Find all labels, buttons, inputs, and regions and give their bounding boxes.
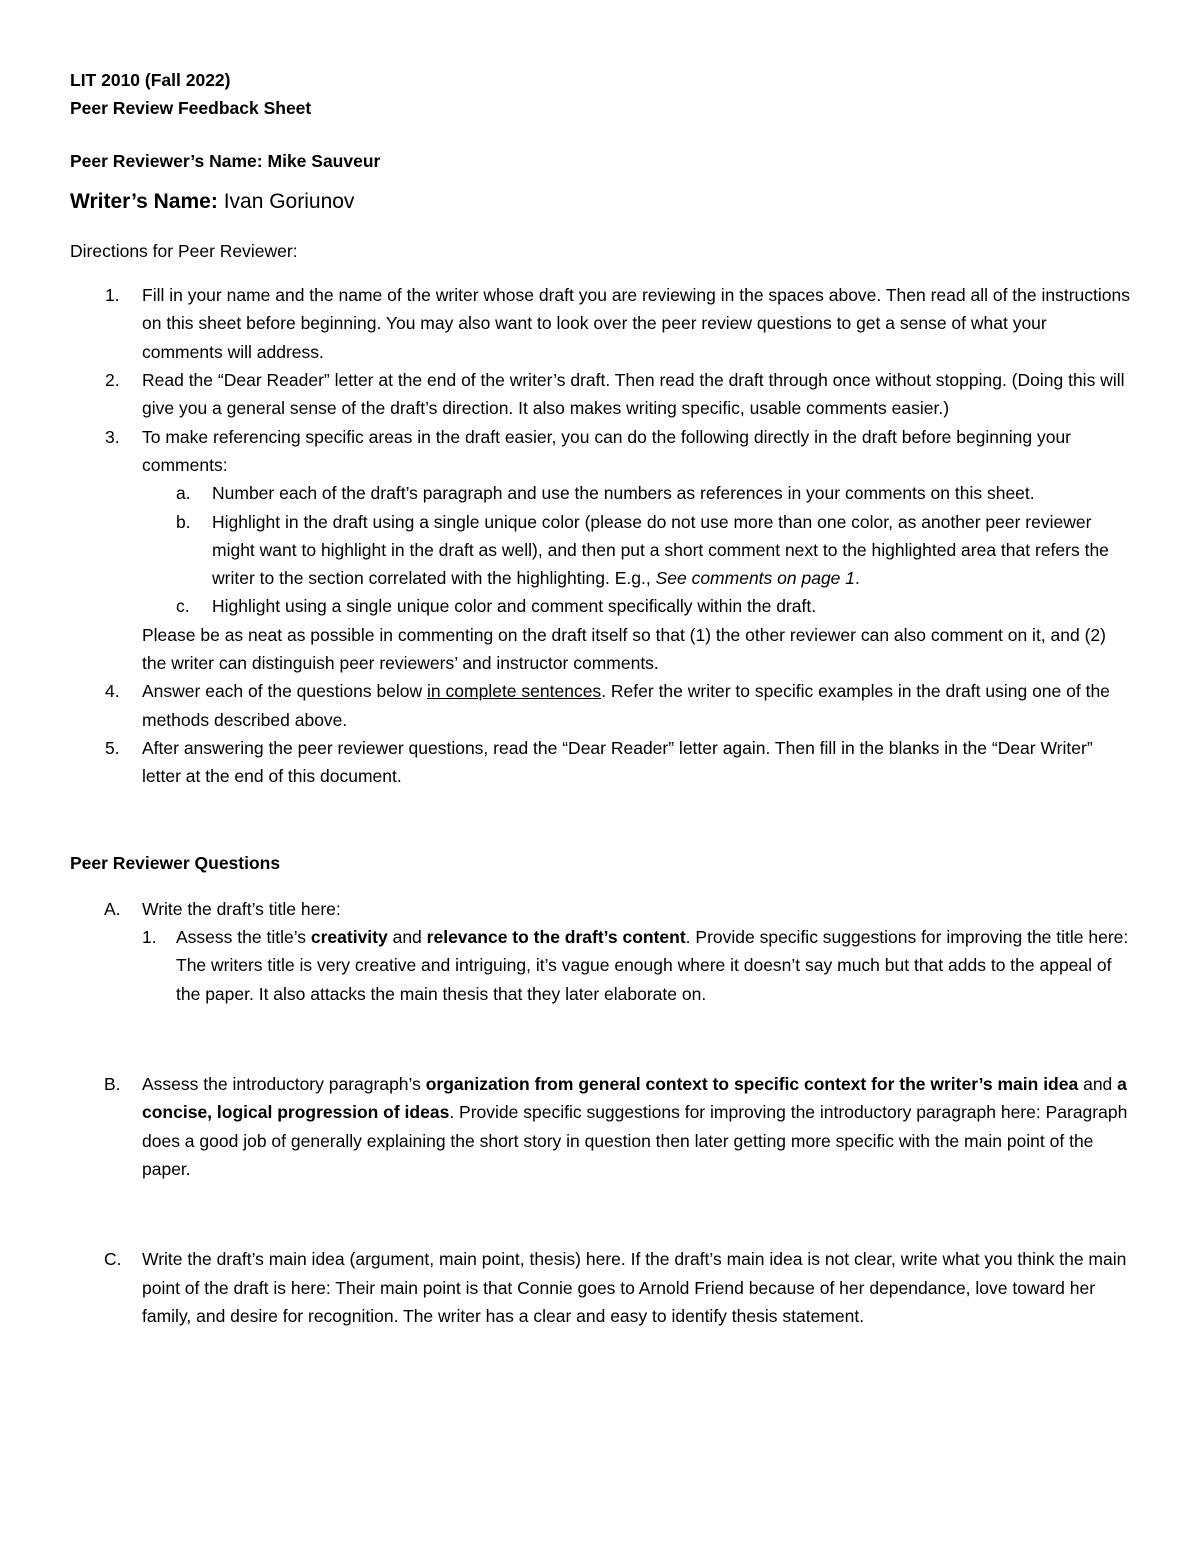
question-b: B. Assess the introductory paragraph’s organization from general context to specific context for the writer’s main idea and a concise, logical progression of ideas. Provide specific suggestions for improving the introductory paragraph here: Paragraph does a good job of generally explaining the short story in question then later getting more specific with the main point of the paper. — [104, 1074, 1128, 1179]
list-item: 5. After answering the peer reviewer questions, read the “Dear Reader” letter again. Then fill in the blanks in the “Dear Writer” letter at the end of this document. — [105, 737, 1093, 787]
document-page — [70, 66, 1132, 1330]
list-item: 1. Fill in your name and the name of the writer whose draft you are reviewing in the spaces above. Then read all of the instructions on this sheet before beginning. You may also want to look over the peer review questions to get a sense of what your comments will address. — [105, 285, 1130, 362]
directions-heading: Directions for Peer Reviewer: — [70, 240, 298, 261]
question-c: C. Write the draft’s main idea (argument, main point, thesis) here. If the draft’s main idea is not clear, write what you think the main point of the draft is here: Their main point is that Connie goes to Arnold Friend because of her dependance, love toward her family, and desire for recognition. The writer has a clear and easy to identify thesis statement. — [104, 1249, 1127, 1326]
reviewer-name-line — [70, 147, 1132, 175]
reviewer-name: Mike Sauveur — [267, 150, 381, 171]
list-item: 3. To make referencing specific areas in the draft easier, you can do the following directly in the draft before beginning your comments: — [105, 426, 1072, 475]
sheet-title: Peer Review Feedback Sheet — [70, 98, 312, 119]
questions-heading: Peer Reviewer Questions — [70, 852, 281, 873]
course-title: LIT 2010 (Fall 2022) — [70, 70, 231, 90]
writer-name-line — [70, 187, 1132, 217]
list-item: 2. Read the “Dear Reader” letter at the end of the writer’s draft. Then read the draft through once without stopping. (Doing this will give you a general sense of the draft’s direction. It also makes writing specific, usable comments easier.) — [105, 370, 1125, 419]
list-item: 4. Answer each of the questions below in complete sentences. Refer the writer to specific examples in the draft using one of the methods described above. — [105, 681, 1110, 730]
question-a-sub: 1. Assess the title’s creativity and relevance to the draft’s content. Provide specific suggestions for improving the title here: The writers title is very creative and intriguing, it’s vague enough where it doesn’t say much but that adds to the appeal of the paper. It also attacks the main thesis that they later elaborate on. — [142, 927, 1129, 1004]
sub-list-item: b. Highlight in the draft using a single unique color (please do not use more than one color, as another peer reviewer might want to highlight in the draft as well), and then put a short comment next to the highlighted area that refers the writer to the section correlated with the highlighting. E.g., See comments on page 1. — [176, 511, 1109, 589]
writer-label: Writer’s Name: — [70, 189, 218, 213]
question-a: A. Write the draft’s title here: — [104, 898, 341, 919]
sub-list-item: a. Number each of the draft’s paragraph and use the numbers as references in your comments on this sheet. — [176, 483, 1035, 504]
sub-list-item: c. Highlight using a single unique color and comment specifically within the draft. — [176, 596, 817, 617]
writer-name: Ivan Goriunov — [223, 189, 355, 213]
directions-list — [70, 281, 1132, 790]
reviewer-label: Peer Reviewer’s Name: — [70, 150, 263, 171]
directions-note: Please be as neat as possible in commenting on the draft itself so that (1) the other reviewer can also comment on it, and (2) the writer can distinguish peer reviewers’ and instructor comments. — [142, 624, 1106, 674]
